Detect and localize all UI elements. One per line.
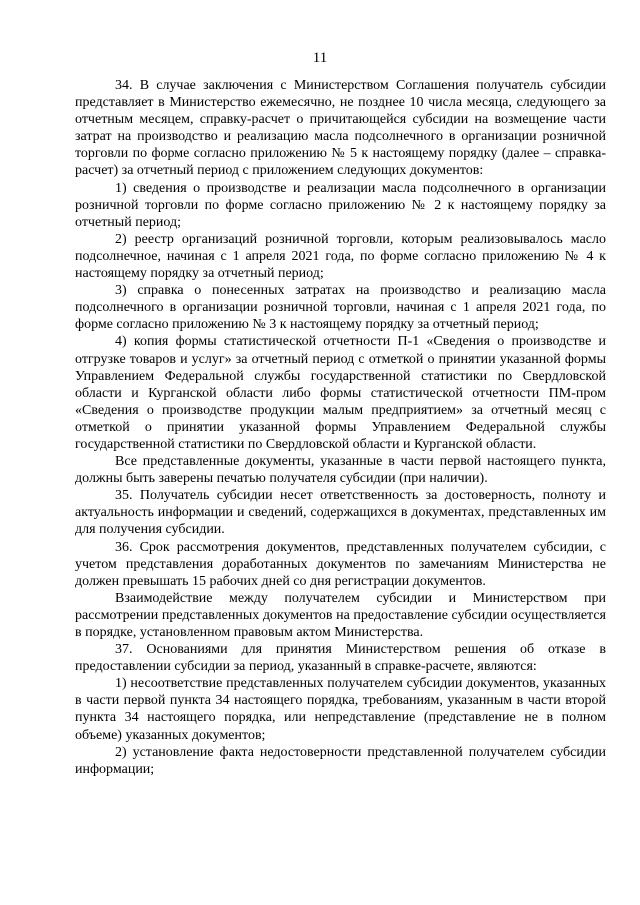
paragraph-34: 34. В случае заключения с Министерством Соглашения получатель субсидии представляет в Министерство ежемесячно, не позднее 10 числа месяца, следующего за отчетным месяцем, справку-расчет о причитающейся субсидии на возмещение части затрат на производство и реализацию масла подсолнечного в организации розничной торговли по форме согласно приложению № 5 к настоящему порядку (далее – справка-расчет) за отчетный период с приложением следующих документов:	[75, 78, 606, 179]
paragraph-34-item-4: 4) копия формы статистической отчетности П-1 «Сведения о производстве и отгрузке товаров и услуг» за отчетный период с отметкой о принятии указанной формы Управлением Федеральной службы государственной статистики по Свердловской области и Курганской области либо формы статистической отчетности ПМ-пром «Сведения о производстве продукции малым предприятием» за отчетный месяц с отметкой о принятии указанной формы Управлением Федеральной службы государственной статистики по Свердловской области и Курганской области.	[75, 334, 606, 452]
paragraph-36: 36. Срок рассмотрения документов, представленных получателем субсидии, с учетом представления доработанных документов по замечаниям Министерства не должен превышать 15 рабочих дней со дня регистрации документов.	[75, 539, 606, 589]
paragraph-37: 37. Основаниями для принятия Министерством решения об отказе в предоставлении субсидии за период, указанный в справке-расчете, являются:	[75, 642, 606, 675]
paragraph-37-item-1: 1) несоответствие представленных получателем субсидии документов, указанных в части первой пункта 34 настоящего порядка, требованиям, указанным в части второй пункта 34 настоящего порядка, или непредставление (представление не в полном объеме) указанных документов;	[75, 676, 606, 743]
paragraph-37-item-2: 2) установление факта недостоверности представленной получателем субсидии информации;	[75, 744, 606, 777]
page-number: 11	[312, 50, 328, 66]
document-body	[75, 77, 606, 778]
paragraph-34-item-3: 3) справка о понесенных затратах на производство и реализацию масла подсолнечного в организации розничной торговли, начиная с 1 апреля 2021 года, по форме согласно приложению № 3 к настоящему порядку за отчетный период;	[75, 283, 606, 333]
paragraph-34-part-2: Все представленные документы, указанные в части первой настоящего пункта, должны быть заверены печатью получателя субсидии (при наличии).	[75, 454, 606, 487]
paragraph-34-item-2: 2) реестр организаций розничной торговли, которым реализовывалось масло подсолнечное, начиная с 1 апреля 2021 года, по форме согласно приложению № 4 к настоящему порядку за отчетный период;	[75, 231, 606, 282]
paragraph-34-item-1: 1) сведения о производстве и реализации масла подсолнечного в организации розничной торговли по форме согласно приложению № 2 к настоящему порядку за отчетный период;	[75, 180, 606, 230]
paragraph-36-part-2: Взаимодействие между получателем субсидии и Министерством при рассмотрении представленных документов на предоставление субсидии осуществляется в порядке, установленном правовым актом Министерства.	[75, 590, 606, 640]
paragraph-35: 35. Получатель субсидии несет ответственность за достоверность, полноту и актуальность информации и сведений, содержащихся в документах, представленных им для получения субсидии.	[75, 488, 606, 538]
